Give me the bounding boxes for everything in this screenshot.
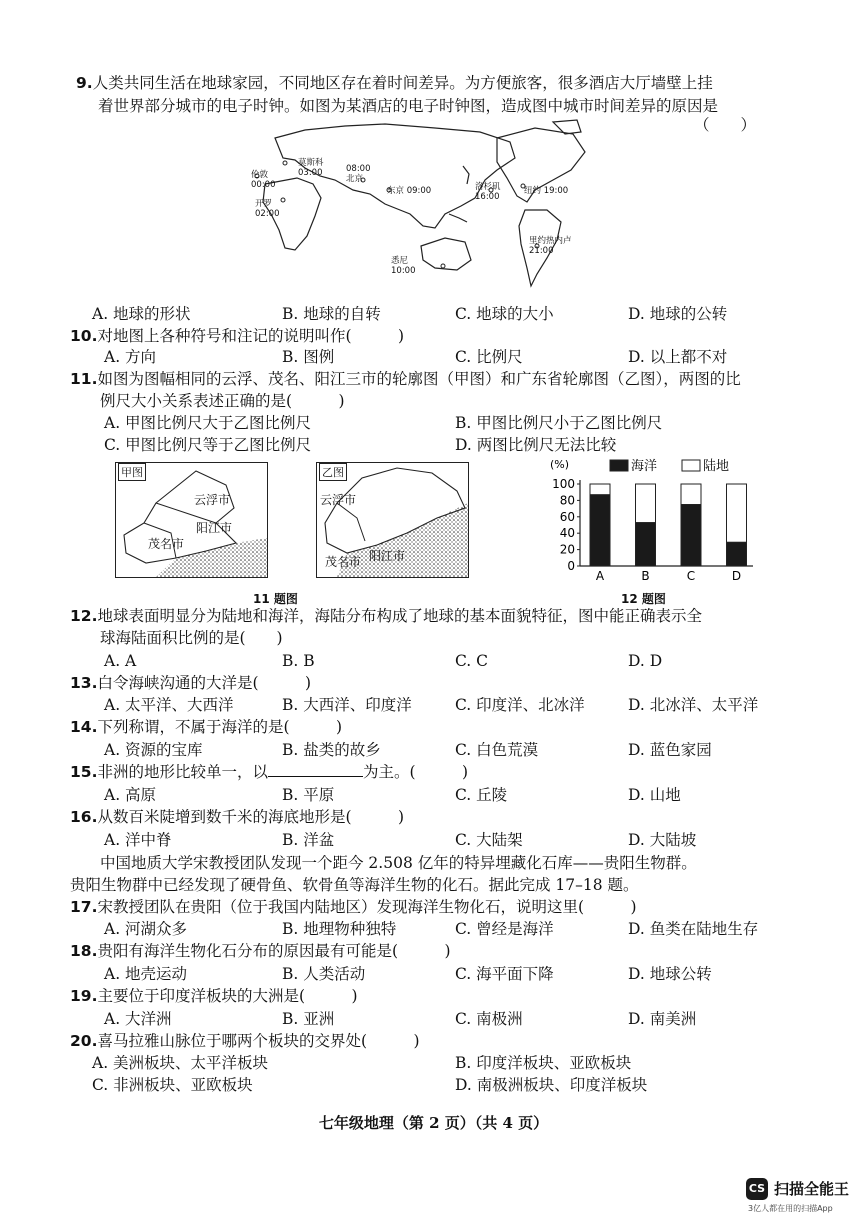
question-text: 对地图上各种符号和注记的说明叫作( ) <box>97 327 405 345</box>
question-text: 主要位于印度洋板块的大洲是( ) <box>97 987 358 1005</box>
question-number: 14. <box>70 718 98 736</box>
map-yi <box>316 462 469 578</box>
option-d: D. D <box>628 652 663 670</box>
question-12-line2: 球海陆面积比例的是( ) <box>100 629 283 647</box>
option-c: C. 白色荒漠 <box>455 741 539 759</box>
option-d: D. 蓝色家园 <box>628 741 712 759</box>
question-number: 11. <box>70 370 98 388</box>
question-9-line2: 着世界部分城市的电子时钟。如图为某酒店的电子时钟图，造成图中城市时间差异的原因是 <box>98 97 719 115</box>
option-c: C. C <box>455 652 489 670</box>
bar-segment <box>681 484 701 505</box>
legend-swatch <box>610 460 628 471</box>
map-jia <box>115 462 268 578</box>
question-number: 12. <box>70 607 98 625</box>
bar-segment <box>636 523 656 566</box>
question-17 <box>70 896 637 918</box>
x-tick-label: B <box>641 569 650 583</box>
option-b: B. 洋盆 <box>282 831 335 849</box>
option-a: A. 太平洋、大西洋 <box>104 696 234 714</box>
option-c: C. 丘陵 <box>455 786 508 804</box>
clock-label: 里约热内卢 21:00 <box>529 236 572 256</box>
y-tick-label: 0 <box>567 559 575 573</box>
clock-label: 东京 09:00 <box>387 186 432 196</box>
question-16 <box>70 806 404 828</box>
option-b: B. B <box>282 652 315 670</box>
scanner-app-name: 扫描全能王 <box>774 1180 850 1198</box>
option-b: B. 印度洋板块、亚欧板块 <box>455 1054 632 1072</box>
question-11-line2: 例尺大小关系表述正确的是( ) <box>100 392 345 410</box>
fill-in-blank <box>268 762 363 777</box>
option-d: D. 山地 <box>628 786 681 804</box>
option-a: A. 大洋洲 <box>104 1010 172 1028</box>
question-14 <box>70 716 342 738</box>
option-a: A. 高原 <box>104 786 157 804</box>
question-text: 贵阳有海洋生物化石分布的原因最有可能是( ) <box>97 942 451 960</box>
option-b: B. 亚洲 <box>282 1010 335 1028</box>
page-footer: 七年级地理（第 2 页）（共 4 页） <box>318 1114 549 1132</box>
question-text: 如图为图幅相同的云浮、茂名、阳江三市的轮廓图（甲图）和广东省轮廓图（乙图），两图的比 <box>97 370 741 388</box>
map-title: 乙图 <box>319 463 347 481</box>
bar-segment <box>590 484 610 495</box>
y-tick-label: 20 <box>559 542 575 557</box>
question-text: 人类共同生活在地球家园，不同地区存在着时间差异。为方便旅客，很多酒店大厅墙壁上挂 <box>92 74 713 92</box>
option-c: C. 南极洲 <box>455 1010 523 1028</box>
bar-segment <box>681 505 701 567</box>
option-b: B. 平原 <box>282 786 335 804</box>
y-tick-label: 80 <box>559 493 575 508</box>
question-12 <box>70 605 702 627</box>
figure-caption: 11 题图 <box>253 592 298 606</box>
city-label: 茂名市 <box>148 537 185 551</box>
clock-label: 洛杉矶 16:00 <box>475 182 501 202</box>
y-axis-label: (%) <box>550 458 570 471</box>
option-d: D. 地球的公转 <box>628 305 728 323</box>
option-c: C. 甲图比例尺等于乙图比例尺 <box>104 436 312 454</box>
option-a: A. 河湖众多 <box>104 920 188 938</box>
question-number: 10. <box>70 327 98 345</box>
question-text: 非洲的地形比较单一，以 <box>97 763 268 781</box>
question-20 <box>70 1030 420 1052</box>
option-d: D. 南美洲 <box>628 1010 697 1028</box>
option-b: B. 甲图比例尺小于乙图比例尺 <box>455 414 663 432</box>
option-d: D. 鱼类在陆地生存 <box>628 920 759 938</box>
option-c: C. 非洲板块、亚欧板块 <box>92 1076 253 1094</box>
bar-segment <box>636 484 656 523</box>
city-label: 阳江市 <box>369 549 406 563</box>
question-text: 从数百米陡增到数千米的海底地形是( ) <box>97 808 405 826</box>
option-a: A. 洋中脊 <box>104 831 172 849</box>
option-a: A. 资源的宝库 <box>104 741 203 759</box>
option-b: B. 图例 <box>282 348 335 366</box>
option-a: A. 地球的形状 <box>92 305 191 323</box>
y-tick-label: 40 <box>559 526 575 541</box>
scanner-logo-icon: CS <box>746 1178 768 1200</box>
bar-segment <box>727 542 747 566</box>
option-a: A. 地壳运动 <box>104 965 188 983</box>
x-tick-label: C <box>686 569 696 583</box>
city-label: 阳江市 <box>196 521 233 535</box>
question-18 <box>70 940 451 962</box>
option-c: C. 地球的大小 <box>455 305 554 323</box>
option-b: B. 大西洋、印度洋 <box>282 696 412 714</box>
question-19 <box>70 985 358 1007</box>
option-d: D. 南极洲板块、印度洋板块 <box>455 1076 648 1094</box>
legend-swatch <box>682 460 700 471</box>
question-number: 17. <box>70 898 98 916</box>
option-b: B. 地球的自转 <box>282 305 381 323</box>
legend-label: 海洋 <box>631 459 658 474</box>
city-label: 茂名市 <box>325 555 362 569</box>
option-a: A. A <box>104 652 137 670</box>
bar-segment <box>590 495 610 566</box>
question-text: 宋教授团队在贵阳（位于我国内陆地区）发现海洋生物化石，说明这里( ) <box>97 898 637 916</box>
question-number: 18. <box>70 942 98 960</box>
question-15 <box>70 761 468 783</box>
y-tick-label: 60 <box>559 509 575 524</box>
option-c: C. 曾经是海洋 <box>455 920 554 938</box>
option-d: D. 地球公转 <box>628 965 712 983</box>
question-number: 19. <box>70 987 98 1005</box>
option-b: B. 人类活动 <box>282 965 366 983</box>
question-number: 16. <box>70 808 98 826</box>
question-text: 为主。( ) <box>362 763 469 781</box>
option-d: D. 以上都不对 <box>628 348 728 366</box>
question-13 <box>70 672 311 694</box>
city-label: 云浮市 <box>194 493 231 507</box>
option-b: B. 地理物种独特 <box>282 920 397 938</box>
question-9 <box>76 72 713 94</box>
option-c: C. 海平面下降 <box>455 965 554 983</box>
option-a: A. 美洲板块、太平洋板块 <box>92 1054 269 1072</box>
x-tick-label: A <box>595 569 605 583</box>
answer-bracket: （ ） <box>694 116 757 134</box>
question-number: 9. <box>76 74 93 92</box>
question-text: 下列称谓，不属于海洋的是( ) <box>97 718 343 736</box>
question-text: 喜马拉雅山脉位于哪两个板块的交界处( ) <box>97 1032 420 1050</box>
bar-segment <box>727 484 747 542</box>
map-title: 甲图 <box>118 463 146 481</box>
question-number: 13. <box>70 674 98 692</box>
scanner-tagline: 3亿人都在用的扫描App <box>748 1204 833 1213</box>
option-c: C. 大陆架 <box>455 831 523 849</box>
clock-label: 08:00 北京 <box>346 164 371 184</box>
figure-caption: 12 题图 <box>621 592 666 606</box>
question-text: 白令海峡沟通的大洋是( ) <box>97 674 312 692</box>
question-10 <box>70 325 404 347</box>
clock-label: 悉尼 10:00 <box>391 256 416 276</box>
question-number: 20. <box>70 1032 98 1050</box>
city-label: 云浮市 <box>320 493 357 507</box>
clock-label: 伦敦 00:00 <box>251 170 276 190</box>
option-d: D. 两图比例尺无法比较 <box>455 436 617 454</box>
y-tick-label: 100 <box>552 477 575 491</box>
option-d: D. 大陆坡 <box>628 831 697 849</box>
sea-land-bar-chart <box>548 456 758 586</box>
question-text: 地球表面明显分为陆地和海洋，海陆分布构成了地球的基本面貌特征，图中能正确表示全 <box>97 607 702 625</box>
option-d: D. 北冰洋、太平洋 <box>628 696 759 714</box>
option-a: A. 甲图比例尺大于乙图比例尺 <box>104 414 312 432</box>
clock-label: 莫斯科 03:00 <box>298 158 324 178</box>
question-11 <box>70 368 741 390</box>
option-b: B. 盐类的故乡 <box>282 741 381 759</box>
option-a: A. 方向 <box>104 348 157 366</box>
clock-label: 开罗 02:00 <box>255 199 280 219</box>
reading-passage: 贵阳生物群中已经发现了硬骨鱼、软骨鱼等海洋生物的化石。据此完成 17–18 题。 <box>70 876 639 894</box>
clock-label: 纽约 19:00 <box>524 186 569 196</box>
option-c: C. 比例尺 <box>455 348 523 366</box>
option-c: C. 印度洋、北冰洋 <box>455 696 585 714</box>
x-tick-label: D <box>731 569 742 583</box>
legend-label: 陆地 <box>703 459 730 474</box>
reading-passage: 中国地质大学宋教授团队发现一个距今 2.508 亿年的特异埋藏化石库——贵阳生物群。 <box>100 854 697 872</box>
question-number: 15. <box>70 763 98 781</box>
